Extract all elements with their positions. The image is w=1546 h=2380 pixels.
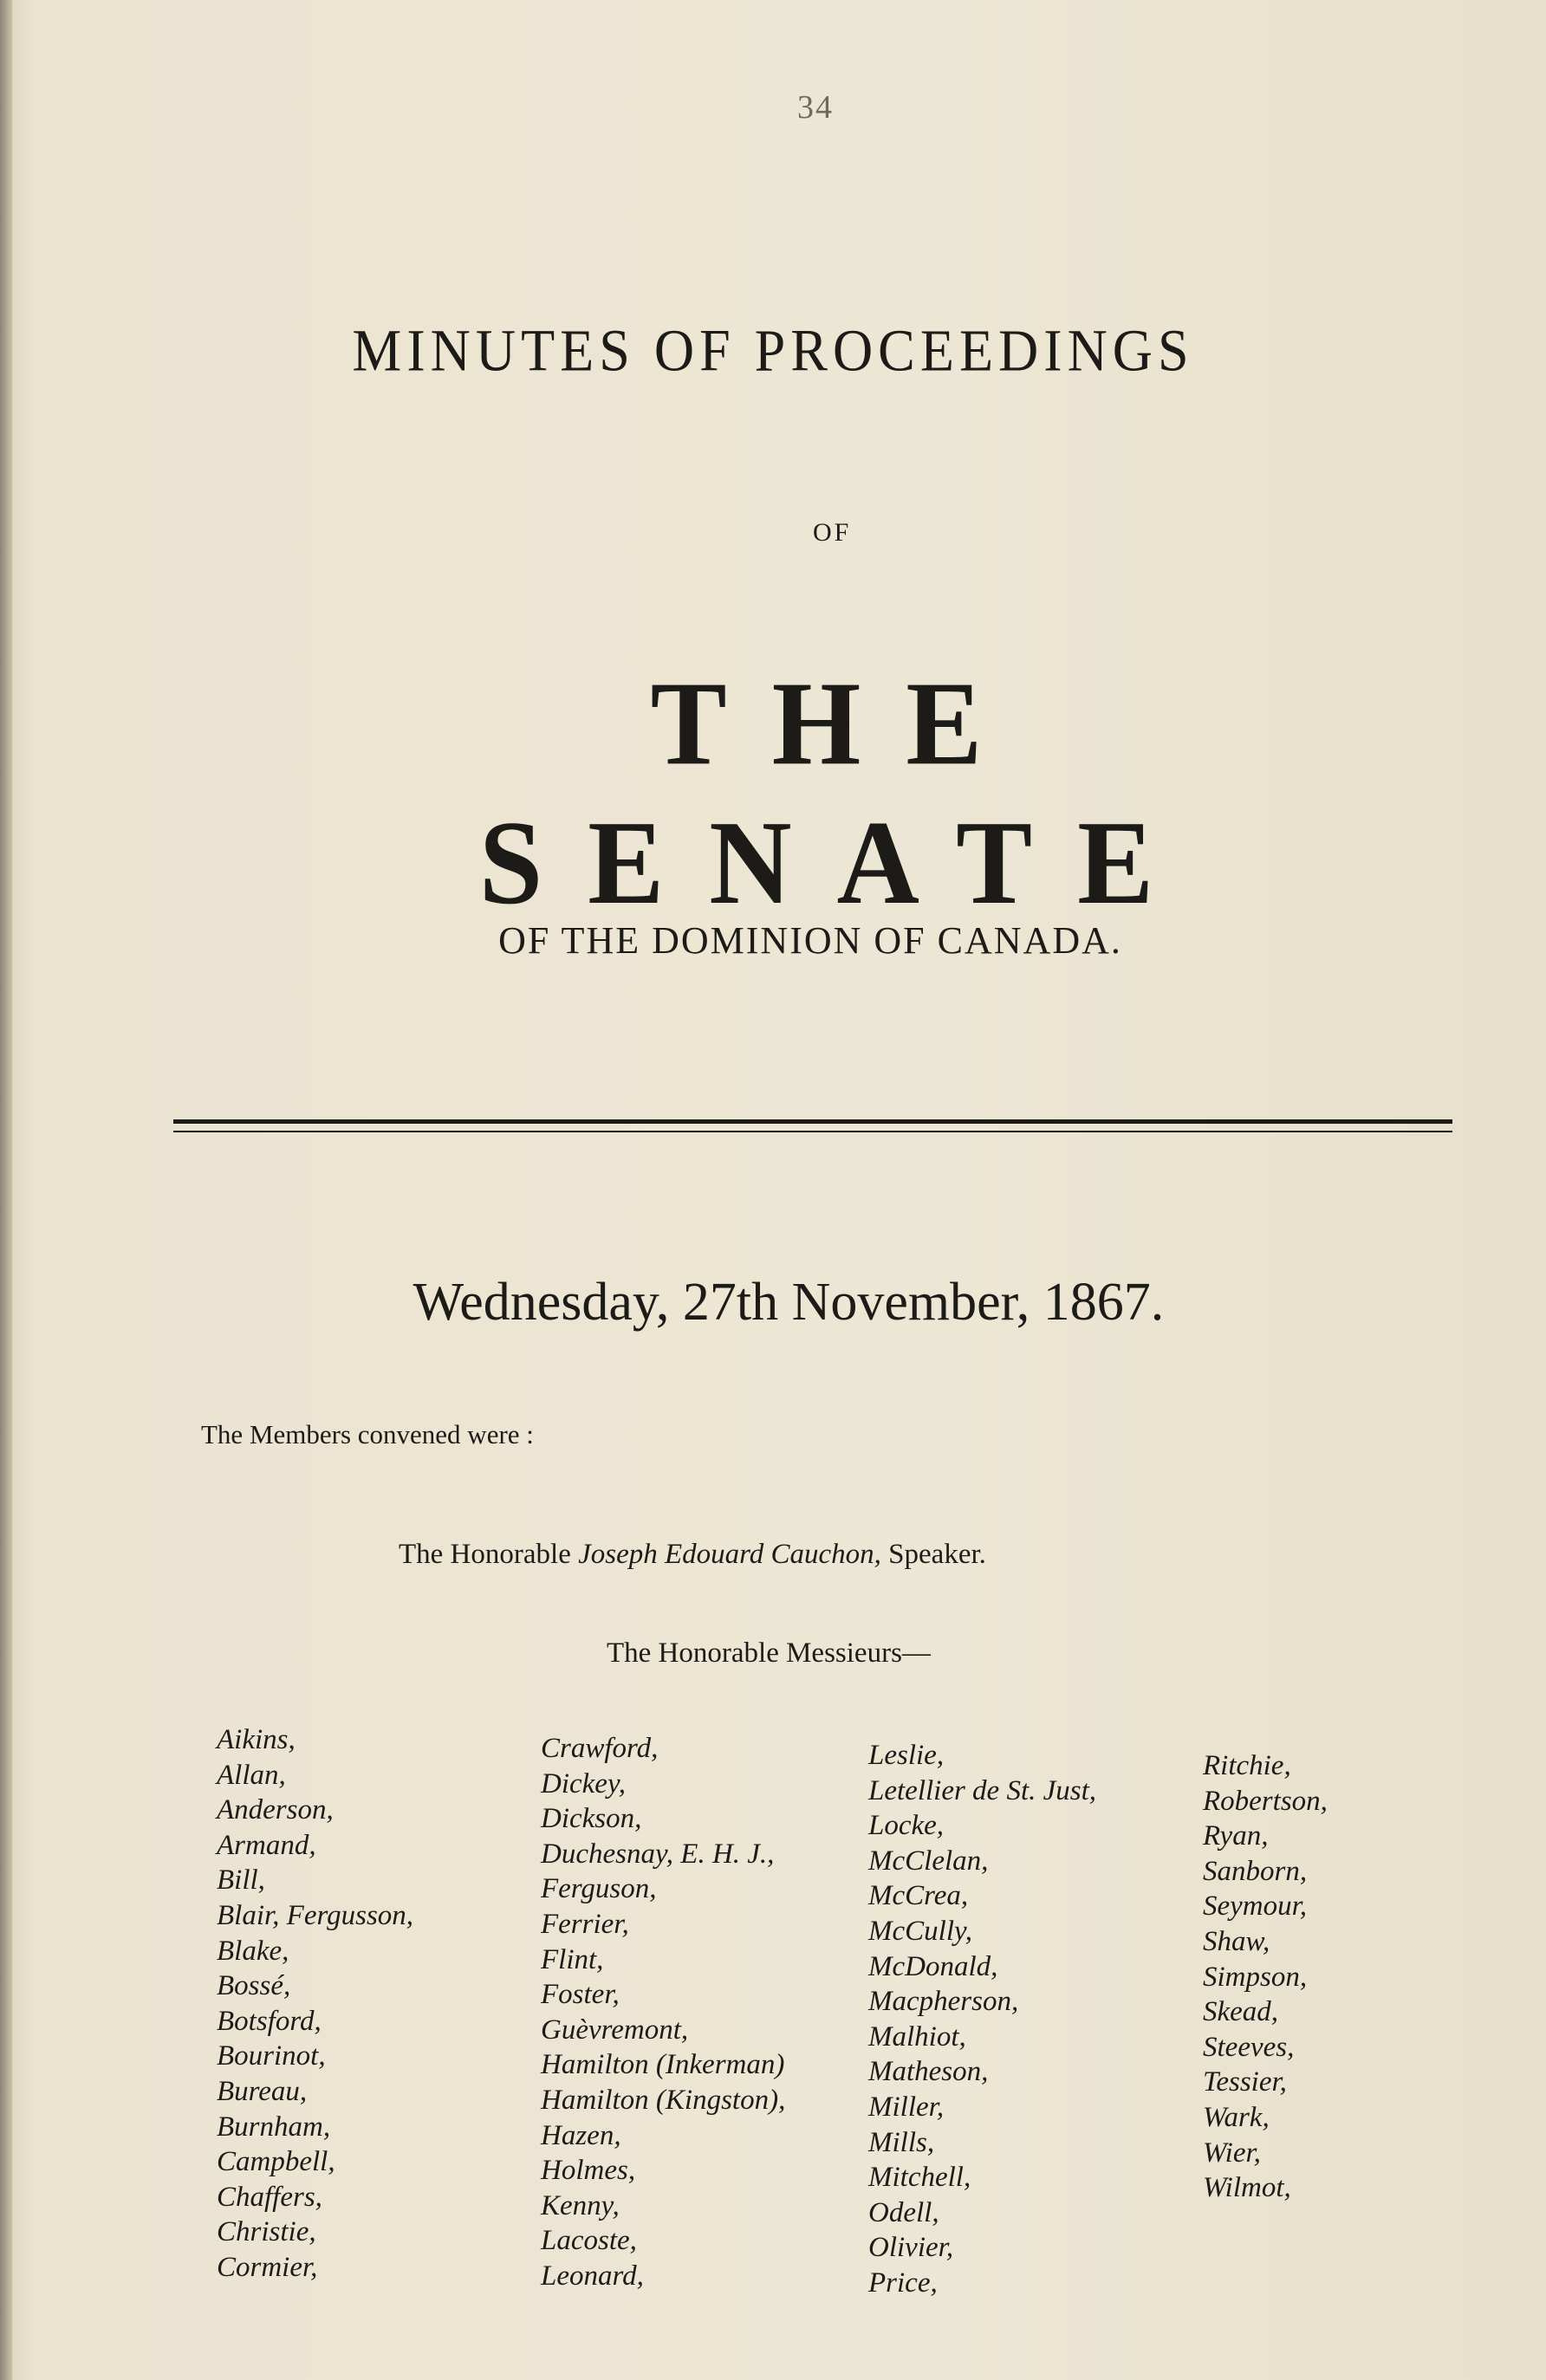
member-name: Bill, (217, 1864, 265, 1897)
member-name: Olivier, (868, 2232, 954, 2264)
member-name: Campbell, (217, 2146, 335, 2178)
divider-thin (173, 1131, 1452, 1132)
divider-thick (173, 1119, 1452, 1124)
member-name: Tessier, (1203, 2066, 1287, 2098)
member-name: Letellier de St. Just, (868, 1774, 1097, 1806)
members-column-3 (868, 1738, 1096, 2301)
member-name: Dickey, (541, 1767, 627, 1800)
member-name: Malhiot, (868, 2020, 966, 2053)
member-name: Leonard, (541, 2260, 644, 2292)
member-name: Wier, (1203, 2137, 1261, 2169)
member-name: Odell, (868, 2196, 939, 2228)
member-name: Kenny, (541, 2189, 620, 2221)
member-name: Hazen, (541, 2119, 621, 2151)
member-name: Anderson, (217, 1794, 334, 1826)
title-the-senate: THE SENATE (478, 656, 1199, 930)
member-name: Aikins, (217, 1724, 296, 1755)
title-minutes-of-proceedings: MINUTES OF PROCEEDINGS (352, 317, 1194, 384)
member-name: Mitchell, (868, 2162, 971, 2194)
member-name: Wark, (1203, 2101, 1270, 2133)
member-name: Sanborn, (1203, 1855, 1308, 1887)
members-column-4 (1203, 1748, 1328, 2206)
member-name: Allan, (217, 1759, 286, 1791)
member-name: Locke, (868, 1810, 945, 1842)
members-column-2 (541, 1731, 785, 2294)
member-name: Robertson, (1203, 1785, 1328, 1817)
member-name: Christie, (217, 2216, 316, 2248)
member-name: Botsford, (217, 2005, 322, 2037)
messieurs-label: The Honorable Messieurs— (607, 1637, 931, 1669)
member-name: Blake, (217, 1935, 289, 1967)
member-name: Dickson, (541, 1803, 642, 1835)
member-name: Bureau, (217, 2075, 308, 2107)
members-column-1 (217, 1722, 413, 2286)
member-name: Seymour, (1203, 1890, 1308, 1923)
member-name: Ryan, (1203, 1820, 1269, 1852)
member-name: Ferguson, (541, 1873, 657, 1905)
member-name: McCully, (868, 1915, 973, 1947)
member-name: Mills, (868, 2126, 935, 2158)
speaker-prefix: The Honorable (399, 1539, 571, 1570)
member-name: Wilmot, (1203, 2172, 1291, 2204)
title-dominion-of-canada: OF THE DOMINION OF CANADA. (498, 919, 1122, 962)
session-date: Wednesday, 27th November, 1867. (412, 1273, 1165, 1332)
member-name: McClelan, (868, 1845, 989, 1877)
member-name: Miller, (868, 2091, 945, 2123)
member-name: McDonald, (868, 1950, 998, 1982)
convened-label: The Members convened were : (201, 1419, 534, 1449)
speaker-line (399, 1539, 986, 1571)
member-name: Duchesnay, E. H. J., (541, 1838, 775, 1870)
member-name: Bourinot, (217, 2040, 326, 2072)
member-name: Burnham, (217, 2111, 331, 2143)
member-name: Skead, (1203, 1996, 1279, 2028)
member-name: Chaffers, (217, 2181, 322, 2213)
member-name: Bossé, (217, 1970, 291, 2002)
member-name: Hamilton (Inkerman) (541, 2049, 785, 2081)
member-name: Macpherson, (868, 1986, 1019, 2018)
member-name: Matheson, (868, 2056, 989, 2088)
member-name: Lacoste, (541, 2225, 637, 2257)
member-name: Crawford, (541, 1733, 659, 1764)
member-name: Foster, (541, 1979, 620, 2011)
member-name: Simpson, (1203, 1961, 1308, 1993)
member-name: Ritchie, (1203, 1750, 1291, 1781)
title-of: OF (813, 518, 852, 547)
member-name: Guèvremont, (541, 2014, 689, 2046)
member-name: Steeves, (1203, 2031, 1295, 2063)
member-name: McCrea, (868, 1880, 969, 1912)
member-name: Flint, (541, 1943, 604, 1975)
member-name: Hamilton (Kingston), (541, 2084, 786, 2116)
page-number: 34 (797, 89, 834, 126)
member-name: Holmes, (541, 2155, 636, 2187)
member-name: Price, (868, 2267, 938, 2299)
member-name: Shaw, (1203, 1925, 1270, 1957)
member-name: Armand, (217, 1829, 316, 1861)
member-name: Cormier, (217, 2251, 318, 2283)
member-name: Blair, Fergusson, (217, 1899, 414, 1931)
member-name: Leslie, (868, 1740, 945, 1771)
speaker-role: Speaker. (888, 1539, 986, 1570)
member-name: Ferrier, (541, 1908, 629, 1940)
speaker-name: Joseph Edouard Cauchon, (578, 1539, 881, 1570)
